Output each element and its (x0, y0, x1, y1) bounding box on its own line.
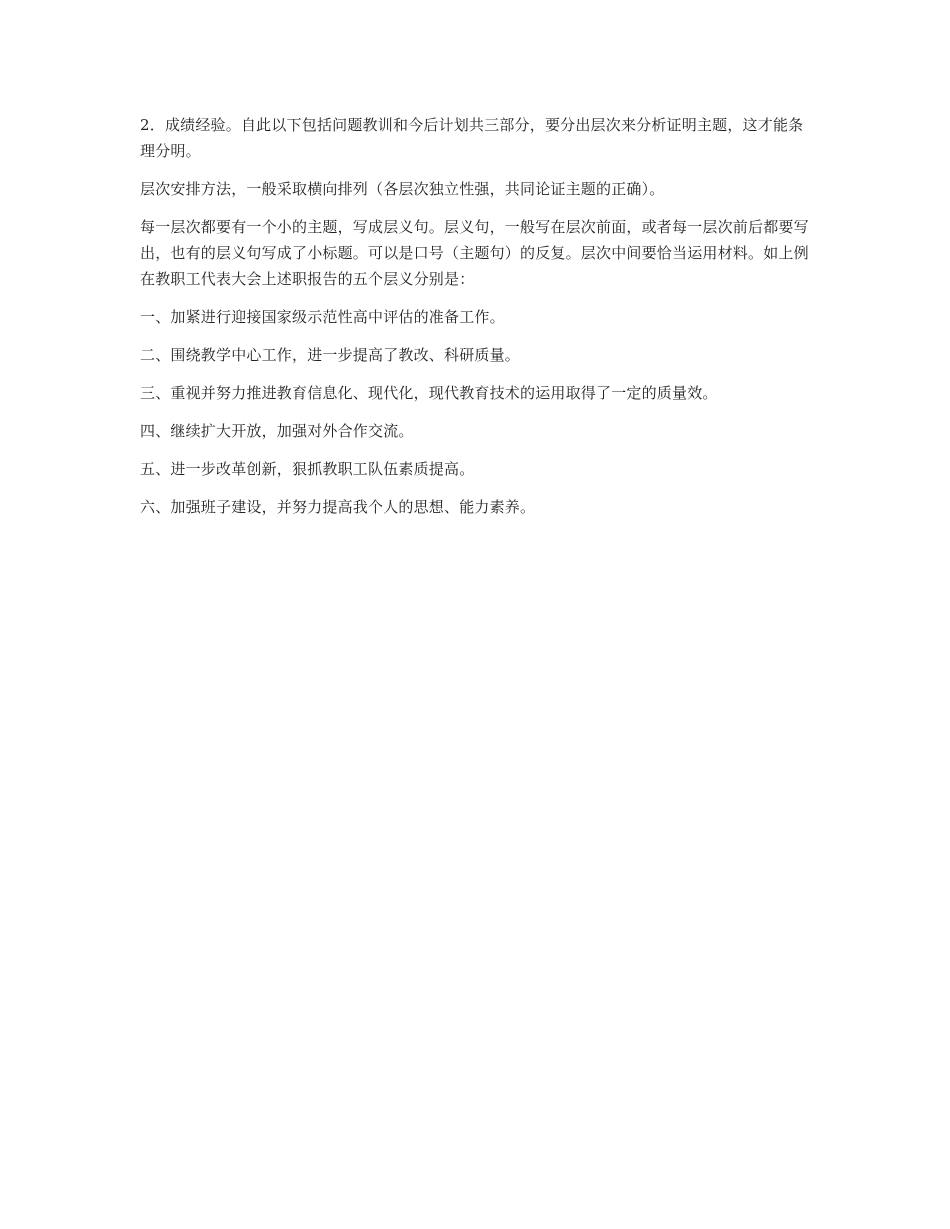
list-item-level-3: 三、重视并努力推进教育信息化、现代化，现代教育技术的运用取得了一定的质量效。 (140, 384, 718, 402)
paragraph-arrangement-method: 层次安排方法，一般采取横向排列（各层次独立性强，共同论证主题的正确）。 (140, 180, 665, 198)
list-item-level-4: 四、继续扩大开放，加强对外合作交流。 (140, 422, 414, 440)
list-item-level-5: 五、进一步改革创新，狠抓教职工队伍素质提高。 (140, 460, 475, 478)
document-body (140, 112, 812, 532)
paragraph-level-topics: 每一层次都要有一个小的主题，写成层义句。层义句，一般写在层次前面，或者每一层次前后都要写出，也有的层义句写成了小标题。可以是口号（主题句）的反复。层次中间要恰当运用材料。如上例在教职工代表大会上述职报告的五个层义分别是： (140, 218, 809, 288)
paragraph-achievements: 2．成绩经验。自此以下包括问题教训和今后计划共三部分，要分出层次来分析证明主题，这才能条理分明。 (140, 116, 804, 160)
list-item-level-6: 六、加强班子建设，并努力提高我个人的思想、能力素养。 (140, 498, 536, 516)
list-item-level-2: 二、围绕教学中心工作，进一步提高了教改、科研质量。 (140, 346, 521, 364)
list-item-level-1: 一、加紧进行迎接国家级示范性高中评估的准备工作。 (140, 308, 505, 326)
